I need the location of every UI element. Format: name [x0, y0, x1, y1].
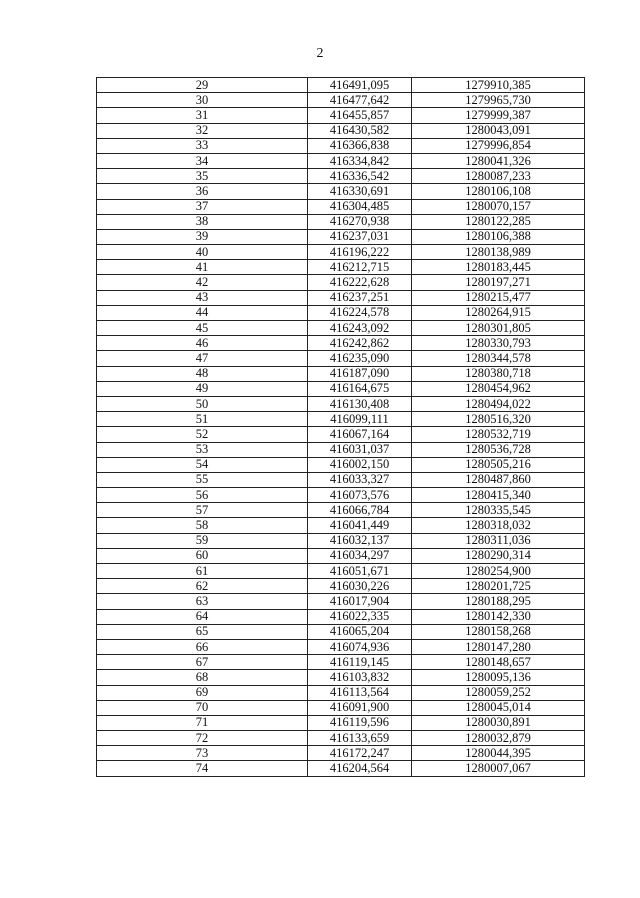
- y-coordinate-cell: 1280041,326: [412, 153, 585, 168]
- y-coordinate-cell: 1280095,136: [412, 670, 585, 685]
- y-coordinate-cell: 1279965,730: [412, 93, 585, 108]
- y-coordinate-cell: 1280264,915: [412, 305, 585, 320]
- table-row: [97, 442, 585, 457]
- point-number-cell: 36: [97, 184, 308, 199]
- point-number-cell: 53: [97, 442, 308, 457]
- point-number-cell: 59: [97, 533, 308, 548]
- x-coordinate-cell: 416242,862: [308, 336, 412, 351]
- x-coordinate-cell: 416491,095: [308, 78, 412, 93]
- x-coordinate-cell: 416334,842: [308, 153, 412, 168]
- point-number-cell: 64: [97, 609, 308, 624]
- table-row: [97, 548, 585, 563]
- x-coordinate-cell: 416477,642: [308, 93, 412, 108]
- x-coordinate-cell: 416212,715: [308, 260, 412, 275]
- point-number-cell: 40: [97, 245, 308, 260]
- y-coordinate-cell: 1280106,388: [412, 229, 585, 244]
- x-coordinate-cell: 416164,675: [308, 381, 412, 396]
- point-number-cell: 71: [97, 715, 308, 730]
- x-coordinate-cell: 416074,936: [308, 639, 412, 654]
- table-row: [97, 488, 585, 503]
- y-coordinate-cell: 1279996,854: [412, 138, 585, 153]
- y-coordinate-cell: 1280044,395: [412, 746, 585, 761]
- x-coordinate-cell: 416119,145: [308, 655, 412, 670]
- y-coordinate-cell: 1280415,340: [412, 488, 585, 503]
- x-coordinate-cell: 416030,226: [308, 579, 412, 594]
- table-row: [97, 396, 585, 411]
- coordinates-table-body: [97, 78, 585, 777]
- point-number-cell: 57: [97, 503, 308, 518]
- table-row: [97, 457, 585, 472]
- table-row: [97, 184, 585, 199]
- point-number-cell: 50: [97, 396, 308, 411]
- point-number-cell: 38: [97, 214, 308, 229]
- table-row: [97, 731, 585, 746]
- x-coordinate-cell: 416113,564: [308, 685, 412, 700]
- y-coordinate-cell: 1280532,719: [412, 427, 585, 442]
- table-row: [97, 169, 585, 184]
- point-number-cell: 74: [97, 761, 308, 776]
- table-row: [97, 715, 585, 730]
- y-coordinate-cell: 1280122,285: [412, 214, 585, 229]
- y-coordinate-cell: 1280043,091: [412, 123, 585, 138]
- table-row: [97, 761, 585, 776]
- y-coordinate-cell: 1280505,216: [412, 457, 585, 472]
- table-row: [97, 275, 585, 290]
- table-row: [97, 229, 585, 244]
- table-row: [97, 472, 585, 487]
- x-coordinate-cell: 416235,090: [308, 351, 412, 366]
- y-coordinate-cell: 1280454,962: [412, 381, 585, 396]
- table-row: [97, 639, 585, 654]
- table-row: [97, 503, 585, 518]
- x-coordinate-cell: 416222,628: [308, 275, 412, 290]
- table-row: [97, 412, 585, 427]
- x-coordinate-cell: 416204,564: [308, 761, 412, 776]
- y-coordinate-cell: 1280487,860: [412, 472, 585, 487]
- x-coordinate-cell: 416002,150: [308, 457, 412, 472]
- table-row: [97, 533, 585, 548]
- point-number-cell: 44: [97, 305, 308, 320]
- point-number-cell: 73: [97, 746, 308, 761]
- point-number-cell: 43: [97, 290, 308, 305]
- point-number-cell: 55: [97, 472, 308, 487]
- y-coordinate-cell: 1280030,891: [412, 715, 585, 730]
- y-coordinate-cell: 1280330,793: [412, 336, 585, 351]
- x-coordinate-cell: 416237,031: [308, 229, 412, 244]
- y-coordinate-cell: 1279910,385: [412, 78, 585, 93]
- point-number-cell: 56: [97, 488, 308, 503]
- point-number-cell: 66: [97, 639, 308, 654]
- x-coordinate-cell: 416103,832: [308, 670, 412, 685]
- x-coordinate-cell: 416366,838: [308, 138, 412, 153]
- x-coordinate-cell: 416172,247: [308, 746, 412, 761]
- x-coordinate-cell: 416034,297: [308, 548, 412, 563]
- page-number: 2: [316, 46, 324, 61]
- point-number-cell: 68: [97, 670, 308, 685]
- table-row: [97, 746, 585, 761]
- point-number-cell: 69: [97, 685, 308, 700]
- table-row: [97, 609, 585, 624]
- y-coordinate-cell: 1280142,330: [412, 609, 585, 624]
- y-coordinate-cell: 1280087,233: [412, 169, 585, 184]
- point-number-cell: 32: [97, 123, 308, 138]
- table-row: [97, 93, 585, 108]
- y-coordinate-cell: 1280201,725: [412, 579, 585, 594]
- x-coordinate-cell: 416051,671: [308, 564, 412, 579]
- y-coordinate-cell: 1280301,805: [412, 321, 585, 336]
- x-coordinate-cell: 416033,327: [308, 472, 412, 487]
- table-row: [97, 594, 585, 609]
- y-coordinate-cell: 1280183,445: [412, 260, 585, 275]
- x-coordinate-cell: 416270,938: [308, 214, 412, 229]
- x-coordinate-cell: 416196,222: [308, 245, 412, 260]
- table-row: [97, 214, 585, 229]
- table-row: [97, 624, 585, 639]
- point-number-cell: 63: [97, 594, 308, 609]
- table-row: [97, 700, 585, 715]
- point-number-cell: 54: [97, 457, 308, 472]
- table-row: [97, 427, 585, 442]
- x-coordinate-cell: 416133,659: [308, 731, 412, 746]
- point-number-cell: 61: [97, 564, 308, 579]
- x-coordinate-cell: 416304,485: [308, 199, 412, 214]
- table-row: [97, 245, 585, 260]
- coordinates-table: [96, 77, 585, 777]
- y-coordinate-cell: 1280215,477: [412, 290, 585, 305]
- point-number-cell: 62: [97, 579, 308, 594]
- x-coordinate-cell: 416066,784: [308, 503, 412, 518]
- table-row: [97, 123, 585, 138]
- point-number-cell: 72: [97, 731, 308, 746]
- point-number-cell: 51: [97, 412, 308, 427]
- y-coordinate-cell: 1280536,728: [412, 442, 585, 457]
- table-row: [97, 670, 585, 685]
- x-coordinate-cell: 416130,408: [308, 396, 412, 411]
- point-number-cell: 34: [97, 153, 308, 168]
- x-coordinate-cell: 416031,037: [308, 442, 412, 457]
- x-coordinate-cell: 416336,542: [308, 169, 412, 184]
- table-row: [97, 351, 585, 366]
- table-row: [97, 153, 585, 168]
- y-coordinate-cell: 1280070,157: [412, 199, 585, 214]
- point-number-cell: 46: [97, 336, 308, 351]
- y-coordinate-cell: 1280045,014: [412, 700, 585, 715]
- table-row: [97, 518, 585, 533]
- y-coordinate-cell: 1280106,108: [412, 184, 585, 199]
- point-number-cell: 47: [97, 351, 308, 366]
- x-coordinate-cell: 416099,111: [308, 412, 412, 427]
- point-number-cell: 35: [97, 169, 308, 184]
- x-coordinate-cell: 416430,582: [308, 123, 412, 138]
- y-coordinate-cell: 1280148,657: [412, 655, 585, 670]
- x-coordinate-cell: 416330,691: [308, 184, 412, 199]
- y-coordinate-cell: 1280059,252: [412, 685, 585, 700]
- table-row: [97, 138, 585, 153]
- point-number-cell: 67: [97, 655, 308, 670]
- y-coordinate-cell: 1280032,879: [412, 731, 585, 746]
- y-coordinate-cell: 1280254,900: [412, 564, 585, 579]
- x-coordinate-cell: 416119,596: [308, 715, 412, 730]
- point-number-cell: 70: [97, 700, 308, 715]
- y-coordinate-cell: 1280197,271: [412, 275, 585, 290]
- point-number-cell: 30: [97, 93, 308, 108]
- y-coordinate-cell: 1280290,314: [412, 548, 585, 563]
- y-coordinate-cell: 1280138,989: [412, 245, 585, 260]
- y-coordinate-cell: 1280335,545: [412, 503, 585, 518]
- x-coordinate-cell: 416022,335: [308, 609, 412, 624]
- table-row: [97, 108, 585, 123]
- point-number-cell: 60: [97, 548, 308, 563]
- x-coordinate-cell: 416032,137: [308, 533, 412, 548]
- y-coordinate-cell: 1280344,578: [412, 351, 585, 366]
- y-coordinate-cell: 1280516,320: [412, 412, 585, 427]
- point-number-cell: 41: [97, 260, 308, 275]
- y-coordinate-cell: 1279999,387: [412, 108, 585, 123]
- x-coordinate-cell: 416237,251: [308, 290, 412, 305]
- x-coordinate-cell: 416041,449: [308, 518, 412, 533]
- x-coordinate-cell: 416243,092: [308, 321, 412, 336]
- table-row: [97, 564, 585, 579]
- point-number-cell: 42: [97, 275, 308, 290]
- point-number-cell: 31: [97, 108, 308, 123]
- y-coordinate-cell: 1280158,268: [412, 624, 585, 639]
- table-row: [97, 685, 585, 700]
- point-number-cell: 33: [97, 138, 308, 153]
- point-number-cell: 48: [97, 366, 308, 381]
- x-coordinate-cell: 416091,900: [308, 700, 412, 715]
- y-coordinate-cell: 1280147,280: [412, 639, 585, 654]
- table-row: [97, 579, 585, 594]
- y-coordinate-cell: 1280494,022: [412, 396, 585, 411]
- table-row: [97, 655, 585, 670]
- point-number-cell: 58: [97, 518, 308, 533]
- x-coordinate-cell: 416067,164: [308, 427, 412, 442]
- x-coordinate-cell: 416224,578: [308, 305, 412, 320]
- table-row: [97, 321, 585, 336]
- point-number-cell: 45: [97, 321, 308, 336]
- x-coordinate-cell: 416073,576: [308, 488, 412, 503]
- table-row: [97, 78, 585, 93]
- table-row: [97, 381, 585, 396]
- point-number-cell: 37: [97, 199, 308, 214]
- point-number-cell: 65: [97, 624, 308, 639]
- y-coordinate-cell: 1280311,036: [412, 533, 585, 548]
- point-number-cell: 49: [97, 381, 308, 396]
- y-coordinate-cell: 1280188,295: [412, 594, 585, 609]
- table-row: [97, 305, 585, 320]
- y-coordinate-cell: 1280380,718: [412, 366, 585, 381]
- table-row: [97, 260, 585, 275]
- table-row: [97, 366, 585, 381]
- table-row: [97, 199, 585, 214]
- point-number-cell: 52: [97, 427, 308, 442]
- y-coordinate-cell: 1280318,032: [412, 518, 585, 533]
- x-coordinate-cell: 416455,857: [308, 108, 412, 123]
- x-coordinate-cell: 416017,904: [308, 594, 412, 609]
- x-coordinate-cell: 416065,204: [308, 624, 412, 639]
- point-number-cell: 29: [97, 78, 308, 93]
- table-row: [97, 336, 585, 351]
- x-coordinate-cell: 416187,090: [308, 366, 412, 381]
- table-row: [97, 290, 585, 305]
- point-number-cell: 39: [97, 229, 308, 244]
- y-coordinate-cell: 1280007,067: [412, 761, 585, 776]
